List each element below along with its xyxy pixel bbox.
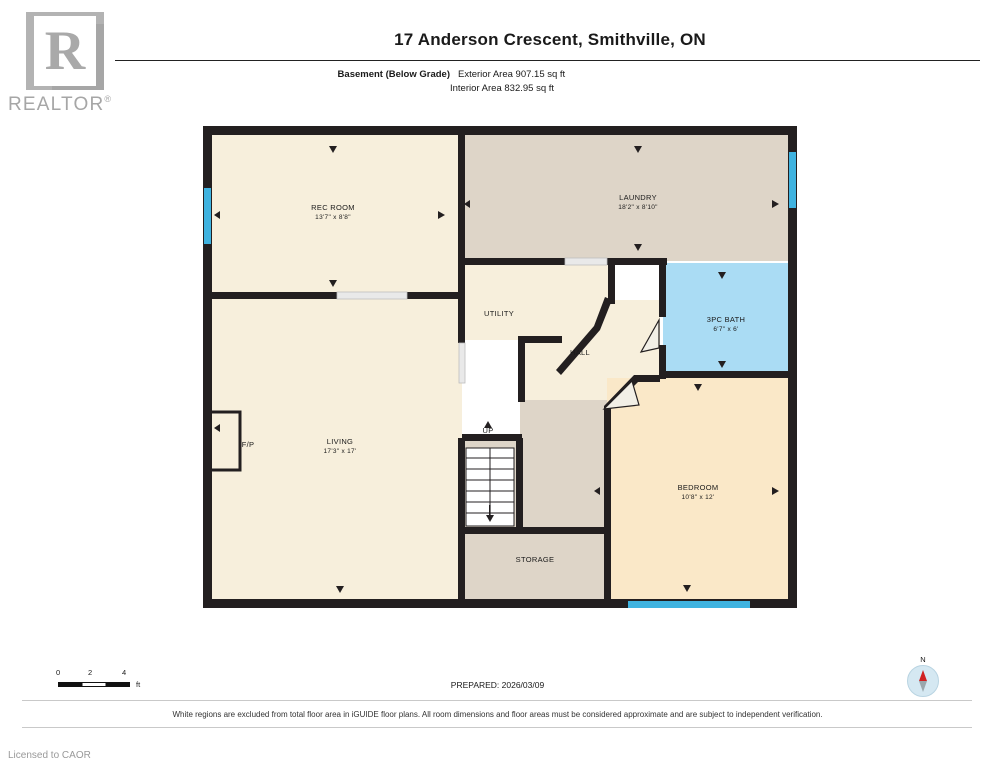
registered-mark: ® (104, 94, 113, 104)
room-name: UTILITY (483, 309, 515, 318)
compass-north-label: N (920, 655, 926, 664)
scale-tick-4: 4 (122, 668, 127, 677)
realtor-wordmark-text: REALTOR (8, 94, 105, 115)
room-name: 3PC BATH (706, 315, 746, 324)
room-dimensions: 6'7" x 6' (713, 326, 739, 333)
room-name: UP (482, 426, 494, 435)
room-name: LAUNDRY (619, 193, 657, 202)
realtor-logo-letter: R (34, 16, 96, 86)
room-dimensions: 17'3" x 17' (323, 448, 357, 455)
scale-unit: ft (136, 680, 141, 689)
exterior-area: Exterior Area 907.15 sq ft (458, 69, 566, 80)
compass-needle-south-icon (919, 681, 927, 692)
property-address: 17 Anderson Crescent, Smithville, ON (394, 30, 706, 49)
interior-area: Interior Area 832.95 sq ft (450, 83, 555, 94)
room-dimensions: 18'2" x 8'10" (618, 204, 658, 211)
prepared-date: PREPARED: 2026/03/09 (450, 680, 545, 690)
license-text: Licensed to CAOR (8, 750, 91, 761)
room-name: STORAGE (515, 555, 555, 564)
level-label: Basement (Below Grade) (337, 69, 450, 80)
scale-tick-0: 0 (56, 668, 61, 677)
room-name: LIVING (326, 437, 354, 446)
compass-dial (907, 665, 939, 697)
compass-rose (900, 655, 946, 705)
disclaimer-divider-top (22, 700, 972, 701)
room-name: BEDROOM (677, 483, 719, 492)
room-name: HALL (570, 348, 590, 357)
room-name: F/P (241, 440, 255, 449)
disclaimer-text: White regions are excluded from total floor area in iGUIDE floor plans. All room dimensions and floor areas must be considered approximate and are subject to independent verification. (172, 710, 823, 719)
room-dimensions: 10'8" x 12' (681, 494, 715, 501)
scale-ticks (52, 668, 152, 678)
compass-needle-north-icon (919, 670, 927, 681)
room-name: REC ROOM (311, 203, 355, 212)
room-dimensions: 13'7" x 8'8" (315, 214, 351, 221)
disclaimer-divider-bottom (22, 727, 972, 728)
scale-tick-2: 2 (88, 668, 93, 677)
